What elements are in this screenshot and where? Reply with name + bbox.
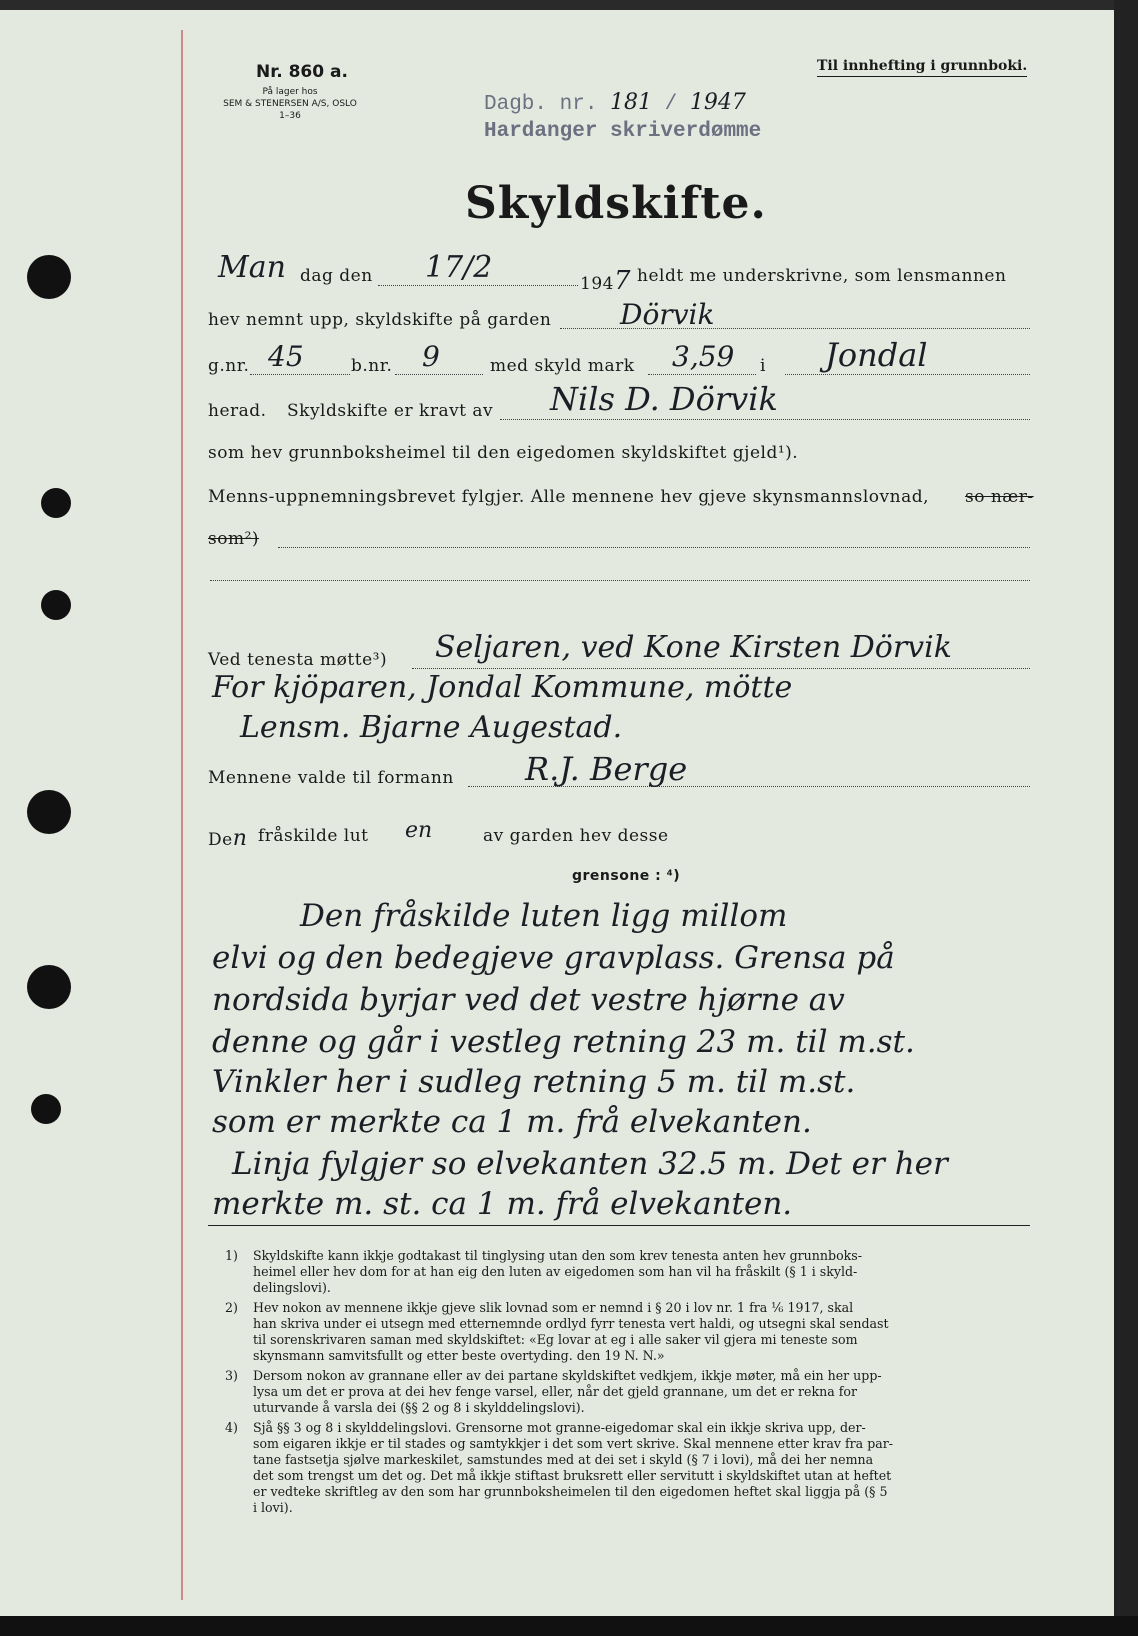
label-kravt-av: Skyldskifte er kravt av (287, 401, 494, 421)
boundary-line: Vinkler her i sudleg retning 5 m. til m.st. (212, 1064, 856, 1100)
footnote-line: lysa um det er prova at dei hev fenge varsel, eller, når det gjeld grannane, um det er rekna for (253, 1384, 857, 1399)
boundary-line: Den fråskilde luten ligg millom (300, 898, 788, 934)
label-grensone: grensone : ⁴) (572, 868, 681, 884)
footnote-3 (253, 1368, 1033, 1416)
herad-handwritten: Jondal (825, 336, 928, 374)
label-gnr: g.nr. (208, 356, 250, 376)
punch-hole (27, 255, 71, 299)
footnote-line: heimel eller hev dom for at han eig den luten av eigedomen som han vil ha fråskilt (§ 1 i skyld- (253, 1264, 858, 1279)
footnote-number: 1) (225, 1248, 238, 1263)
punch-hole (27, 790, 71, 834)
bnr-handwritten: 9 (422, 340, 440, 373)
dotted-line (250, 374, 350, 375)
footnote-line: i lovi). (253, 1500, 293, 1515)
label-formann: Mennene valde til formann (208, 768, 454, 788)
boundary-line: denne og går i vestleg retning 23 m. til m.st. (212, 1024, 915, 1060)
label-i: i (760, 356, 766, 376)
footnote-line: Dersom nokon av grannane eller av dei partane skyldskiftet vedkjem, ikkje møter, må ein her upp- (253, 1368, 882, 1383)
dotted-line (785, 374, 1030, 375)
footnote-number: 3) (225, 1368, 238, 1383)
dotted-line (395, 374, 483, 375)
label-bnr: b.nr. (351, 356, 393, 376)
label-ved-tenesta: Ved tenesta møtte³) (208, 650, 388, 670)
label-fraskilde: fråskilde lut (258, 826, 369, 846)
footnote-line: det som trengst um det og. Det må ikkje stiftast bruksrett eller servitutt i skyldskiftet utan at heftet (253, 1468, 892, 1483)
document-title: Skyldskifte. (465, 178, 767, 229)
punch-hole (27, 965, 71, 1009)
footnote-line: Skyldskifte kann ikkje godtakast til tinglysing utan den som krev tenesta anten hev grunnboks- (253, 1248, 862, 1263)
footnote-line: delingslovi). (253, 1280, 331, 1295)
struck-so-naer: so nær- (965, 487, 1034, 507)
footnote-line: til sorenskrivaren saman med skyldskiftet: «Eg lovar at eg i alle saker vil gjera mi teneste som (253, 1332, 858, 1347)
punch-hole (31, 1094, 61, 1124)
boundary-line: som er merkte ca 1 m. frå elvekanten. (212, 1104, 812, 1140)
label-heldt: heldt me underskrivne, som lensmannen (637, 266, 1007, 286)
scan-border-top (0, 0, 1138, 10)
label-grunnbok: som hev grunnboksheimel til den eigedomen skyldskiftet gjeld¹). (208, 443, 799, 463)
struck-som: som²) (208, 529, 260, 549)
stamp-separator: / (664, 93, 678, 116)
stamp-number: 181 (610, 90, 653, 115)
footnote-line: Hev nokon av mennene ikkje gjeve slik lovnad som er nemnd i § 20 i lov nr. 1 fra ⅙ 1917, skal (253, 1300, 854, 1315)
punch-hole (41, 590, 71, 620)
stamp-label: Dagb. nr. (484, 93, 598, 116)
weekday-handwritten: Man (218, 250, 286, 285)
footnote-number: 4) (225, 1420, 238, 1435)
publisher-line: SEM & STENERSEN A/S, OSLO (223, 99, 357, 109)
label-herad: herad. (208, 401, 267, 421)
boundary-line: merkte m. st. ca 1 m. frå elvekanten. (212, 1186, 793, 1222)
label-dag-den: dag den (300, 266, 373, 286)
footnote-separator (208, 1225, 1030, 1226)
footnote-4 (253, 1420, 1033, 1516)
footnote-line: skynsmann samvitsfullt og etter beste overtyding. den 19 N. N.» (253, 1348, 665, 1363)
label-menns: Menns-uppnemningsbrevet fylgjer. Alle mennene hev gjeve skynsmannslovnad, (208, 487, 929, 507)
year-digit-handwritten: 7 (613, 266, 631, 296)
attendance-line-3: Lensm. Bjarne Augestad. (240, 710, 623, 745)
skyld-handwritten: 3,59 (672, 340, 735, 373)
year-prefix-text: 194 (580, 274, 614, 294)
journal-stamp (484, 90, 746, 116)
stamp-year: 1947 (689, 90, 746, 115)
date-handwritten: 17/2 (425, 250, 493, 285)
publisher-imprint (215, 86, 365, 122)
scan-border-right (1114, 0, 1138, 1636)
boundary-line: Linja fylgjer so elvekanten 32.5 m. Det er her (232, 1146, 948, 1182)
attendance-line-1: Seljaren, ved Kone Kirsten Dörvik (435, 630, 952, 665)
dotted-line (278, 547, 1030, 548)
footnote-line: Sjå §§ 3 og 8 i skylddelingslovi. Grensorne mot granne-eigedomar skal ein ikkje skriva upp, der- (253, 1420, 866, 1435)
footnote-number: 2) (225, 1300, 238, 1315)
dotted-line (378, 285, 578, 286)
footnote-1 (253, 1248, 1033, 1296)
boundary-line: nordsida byrjar ved det vestre hjørne av (212, 982, 845, 1018)
footnote-2 (253, 1300, 1033, 1364)
footnote-line: er vedteke skriftleg av den som har grunnboksheimelen til den eigedomen heftet skal liggja på (§ 5 (253, 1484, 888, 1499)
year-prefix (580, 266, 631, 296)
gnr-handwritten: 45 (268, 340, 304, 373)
farm-name-handwritten: Dörvik (620, 298, 715, 331)
dotted-line (210, 580, 1030, 581)
stamp-court: Hardanger skriverdømme (484, 120, 762, 143)
dotted-line (500, 419, 1030, 420)
label-hev-nemnt: hev nemnt upp, skyldskifte på garden (208, 310, 552, 330)
boundary-line: elvi og den bedegjeve gravplass. Grensa på (212, 940, 895, 976)
publisher-line: 1–36 (279, 111, 301, 121)
den-prefix: De (208, 830, 233, 850)
den-suffix-handwritten: n (232, 826, 248, 851)
label-av-garden: av garden hev desse (483, 826, 669, 846)
top-right-note: Til innhefting i grunnboki. (817, 58, 1027, 77)
footnote-line: tane fastsetja sjølve markeskilet, samstundes med at dei set i skyld (§ 7 i lovi), må dei her nemna (253, 1452, 874, 1467)
dotted-line (648, 374, 756, 375)
footnote-line: som eigaren ikkje er til stades og samtykkjer i det som vert skrive. Skal mennene etter krav fra par- (253, 1436, 894, 1451)
label-med-skyld: med skyld mark (490, 356, 635, 376)
form-number: Nr. 860 a. (256, 62, 348, 82)
kravt-av-handwritten: Nils D. Dörvik (550, 380, 778, 418)
lut-suffix-handwritten: en (405, 818, 433, 843)
margin-line (181, 30, 183, 1600)
publisher-line: På lager hos (262, 87, 318, 97)
punch-hole (41, 488, 71, 518)
attendance-line-2: For kjöparen, Jondal Kommune, mötte (212, 670, 793, 705)
footnote-line: han skriva under ei utsegn med etternemnde ordlyd fyrr tenesta vert haldi, og utsegni skal sendast (253, 1316, 889, 1331)
footnote-line: uturvande å varsla dei (§§ 2 og 8 i skylddelingslovi). (253, 1400, 585, 1415)
dotted-line (412, 668, 1030, 669)
formann-handwritten: R.J. Berge (525, 750, 688, 788)
label-den (208, 826, 247, 851)
scan-border-bottom (0, 1616, 1138, 1636)
